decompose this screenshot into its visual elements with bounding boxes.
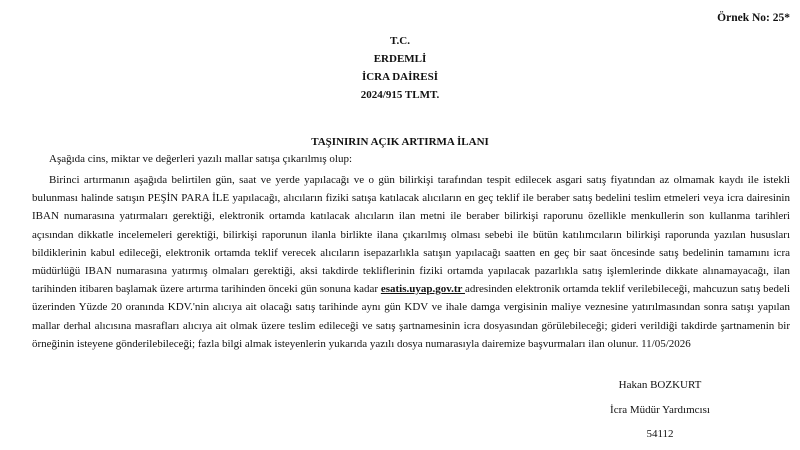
body-part-2: adresinden elektronik ortamda teklif verilebileceği, mahcuzun satış bedeli üzerinden Yüzde 20 oranında KDV.'nin alıcıya ait olacağı satış tarihinde aynı gün KDV ve ihale damga vergisinin maliye veznesine yatırılmasından sonra satışı yapılan mallar derhal alıcısına masrafları alıcıya ait olmak üzere teslim edileceği ve satış şartnamesinin icra dosyasından görülebileceği; gideri verildiği takdirde şartnamenin bir örneğinin isteyene gönderilebileceği; fazla bilgi almak isteyenlerin yukarıda yazılı dosya numarasıyla dairemize başvurmaları ilan olunur. 11/05/2026 <box>32 283 791 350</box>
notice-title: TAŞINIRIN AÇIK ARTIRMA İLANI <box>311 136 489 148</box>
body-part-1: Birinci artırmanın aşağıda belirtilen gün, saat ve yerde yapılacağı ve o gün bilirkişi tarafından tespit edilecek asgari satış fiyatından az olmamak kaydı ile istekli bulunması halinde satışın PEŞİN PARA İLE yapılacağı, alıcıların fiziki satışa katılacak alıcıların en geç teklif ile beraber satış bedelini teslim etmeleri veya icra dairesinin IBAN numarasına yatırmaları gerektiği, elektronik ortamda katılacak alıcıların ilan metni ile beraber bilirkişi raporunu özellikle menkullerin son kullanma tarihleri açısından dikkatle incelemeleri gerektiği, bilirkişi raporunun ilanla birlikte ilana çıkarılmış olması sebebi ile bütün katılımcıların bilirkişi raporunda yazılan hususları bildiklerinin kabul edileceği, elektronik ortamda teklif verecek alıcıların isepazarlıkla satışın yapılacağı saatten en geç bir saat öncesinde satış bedelinin tamamını icra müdürlüğü IBAN numarasına yatırmış olmaları gerektiği, aksi takdirde tekliflerinin fiziki ortamda yapılacak pazarlıkla satış işlemlerinde dikkate alınamayacağı, ilan tarihinden itibaren başlamak üzere artırma tarihinden önceki gün sonuna kadar <box>32 174 790 296</box>
header-file-number: 2024/915 TLMT. <box>360 89 440 101</box>
signer-name: Hakan BOZKURT <box>618 379 702 391</box>
header-office: İCRA DAİRESİ <box>361 71 439 83</box>
signer-title: İcra Müdür Yardımcısı <box>610 403 710 416</box>
notice-body <box>32 171 790 353</box>
document-header <box>0 32 800 104</box>
intro-text: Aşağıda cins, miktar ve değerleri yazılı mallar satışa çıkarılmış olup: <box>49 153 353 165</box>
header-district: ERDEMLİ <box>373 53 427 65</box>
header-country: T.C. <box>390 35 410 47</box>
sample-number: Örnek No: 25* <box>717 12 790 24</box>
signature-block <box>560 373 760 447</box>
esatis-link[interactable]: esatis.uyap.gov.tr <box>380 283 465 296</box>
notice-number: 54112 <box>646 428 674 440</box>
